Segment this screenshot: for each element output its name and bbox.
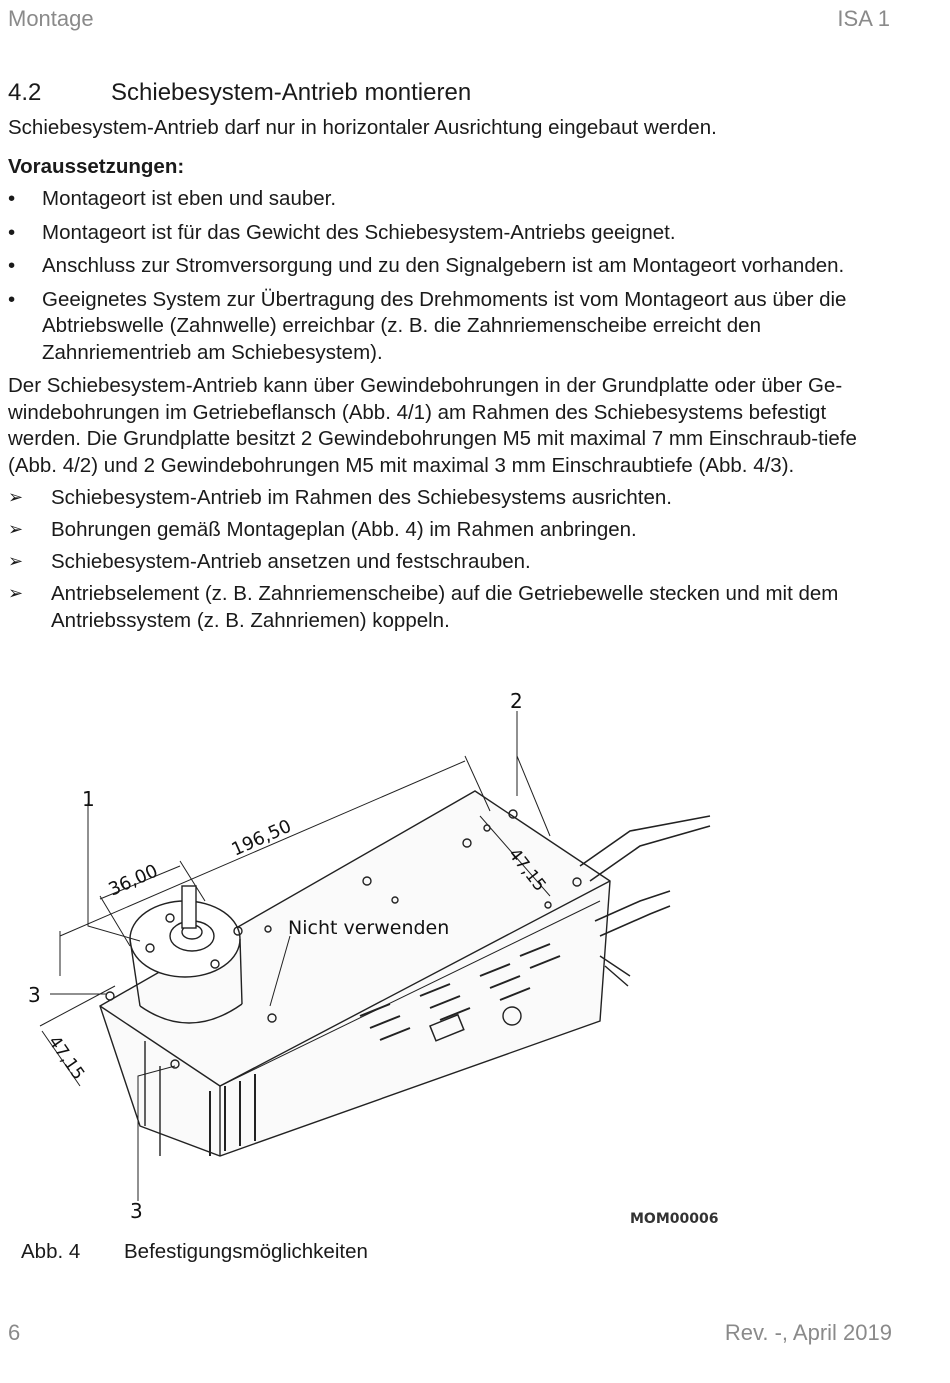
step-item: [8, 517, 898, 544]
prerequisites-label: Voraussetzungen:: [8, 154, 185, 178]
step-item: [8, 549, 898, 576]
not-use-label: Nicht verwenden: [288, 917, 450, 939]
prerequisites-list: [8, 186, 898, 366]
intro-text: Schiebesystem-Antrieb darf nur in horizontaler Ausrichtung eingebaut werden.: [8, 116, 717, 139]
page-number: 6: [8, 1320, 21, 1345]
main-content: [8, 78, 898, 640]
callout-3-bottom: 3: [130, 1199, 143, 1223]
step-text: Antriebselement (z. B. Zahnriemenscheibe) auf die Getriebewelle stecken und mit dem Antriebssystem (z. B. Zahnriemen) koppeln.: [51, 582, 839, 632]
caption-text: Befestigungsmöglichkeiten: [124, 1240, 368, 1263]
dimension-flange: 36,00: [105, 860, 162, 901]
figure-caption: [21, 1240, 368, 1264]
arrow-icon: ➢: [8, 551, 24, 572]
steps-list: [8, 485, 898, 634]
step-item: [8, 485, 898, 512]
drawing-id: MOM00006: [630, 1211, 719, 1227]
mounting-paragraph: Der Schiebesystem-Antrieb kann über Gewindebohrungen in der Grundplatte oder über Ge-windebohrungen im Getriebeflansch (Abb. 4/1) am Rahmen des Schiebesystems befestigt werden. Die Grundplatte besitzt 2 Gewindebohrungen M5 mit maximal 7 mm Einschraub-tiefe (Abb. 4/2) und 2 Gewindebohrungen M5 mit maximal 3 mm Einschraubtiefe (Abb. 4/3).: [8, 374, 857, 477]
arrow-icon: ➢: [8, 583, 24, 604]
arrow-icon: ➢: [8, 519, 24, 540]
section-heading: [8, 78, 898, 108]
section-title: Schiebesystem-Antrieb montieren: [111, 79, 472, 106]
step-text: Bohrungen gemäß Montageplan (Abb. 4) im Rahmen anbringen.: [51, 518, 637, 541]
step-text: Schiebesystem-Antrieb ansetzen und festschrauben.: [51, 550, 531, 573]
prerequisite-item: • Montageort ist eben und sauber.: [8, 186, 898, 213]
caption-number: Abb. 4: [21, 1240, 81, 1263]
prerequisite-item: • Geeignetes System zur Übertragung des Drehmoments ist vom Montageort aus über die Abtriebswelle (Zahnwelle) erreichbar (z. B. die Zahnriemenscheibe erreicht den Zahnriementrieb am Schiebesystem).: [8, 287, 898, 367]
revision-info: Rev. -, April 2019: [724, 1320, 892, 1345]
step-item: [8, 581, 898, 634]
running-header-chapter: Montage: [8, 6, 94, 31]
technical-drawing: [20, 686, 720, 1236]
prerequisite-item: • Montageort ist für das Gewicht des Schiebesystem-Antriebs geeignet.: [8, 220, 898, 247]
section-number: 4.2: [8, 79, 42, 106]
step-text: Schiebesystem-Antrieb im Rahmen des Schiebesystems ausrichten.: [51, 486, 672, 509]
figure-mounting-options: [20, 686, 720, 1236]
dimension-length: 196,50: [228, 815, 295, 861]
callout-3-left: 3: [28, 983, 41, 1007]
dimension-width-right: 47,15: [504, 844, 550, 896]
running-header-product: ISA 1: [837, 6, 890, 31]
callout-1: 1: [82, 787, 95, 811]
arrow-icon: ➢: [8, 487, 24, 508]
callout-2: 2: [510, 689, 523, 713]
prerequisite-item: • Anschluss zur Stromversorgung und zu den Signalgebern ist am Montageort vorhanden.: [8, 253, 898, 280]
dimension-width-left: 47,15: [43, 1032, 89, 1084]
